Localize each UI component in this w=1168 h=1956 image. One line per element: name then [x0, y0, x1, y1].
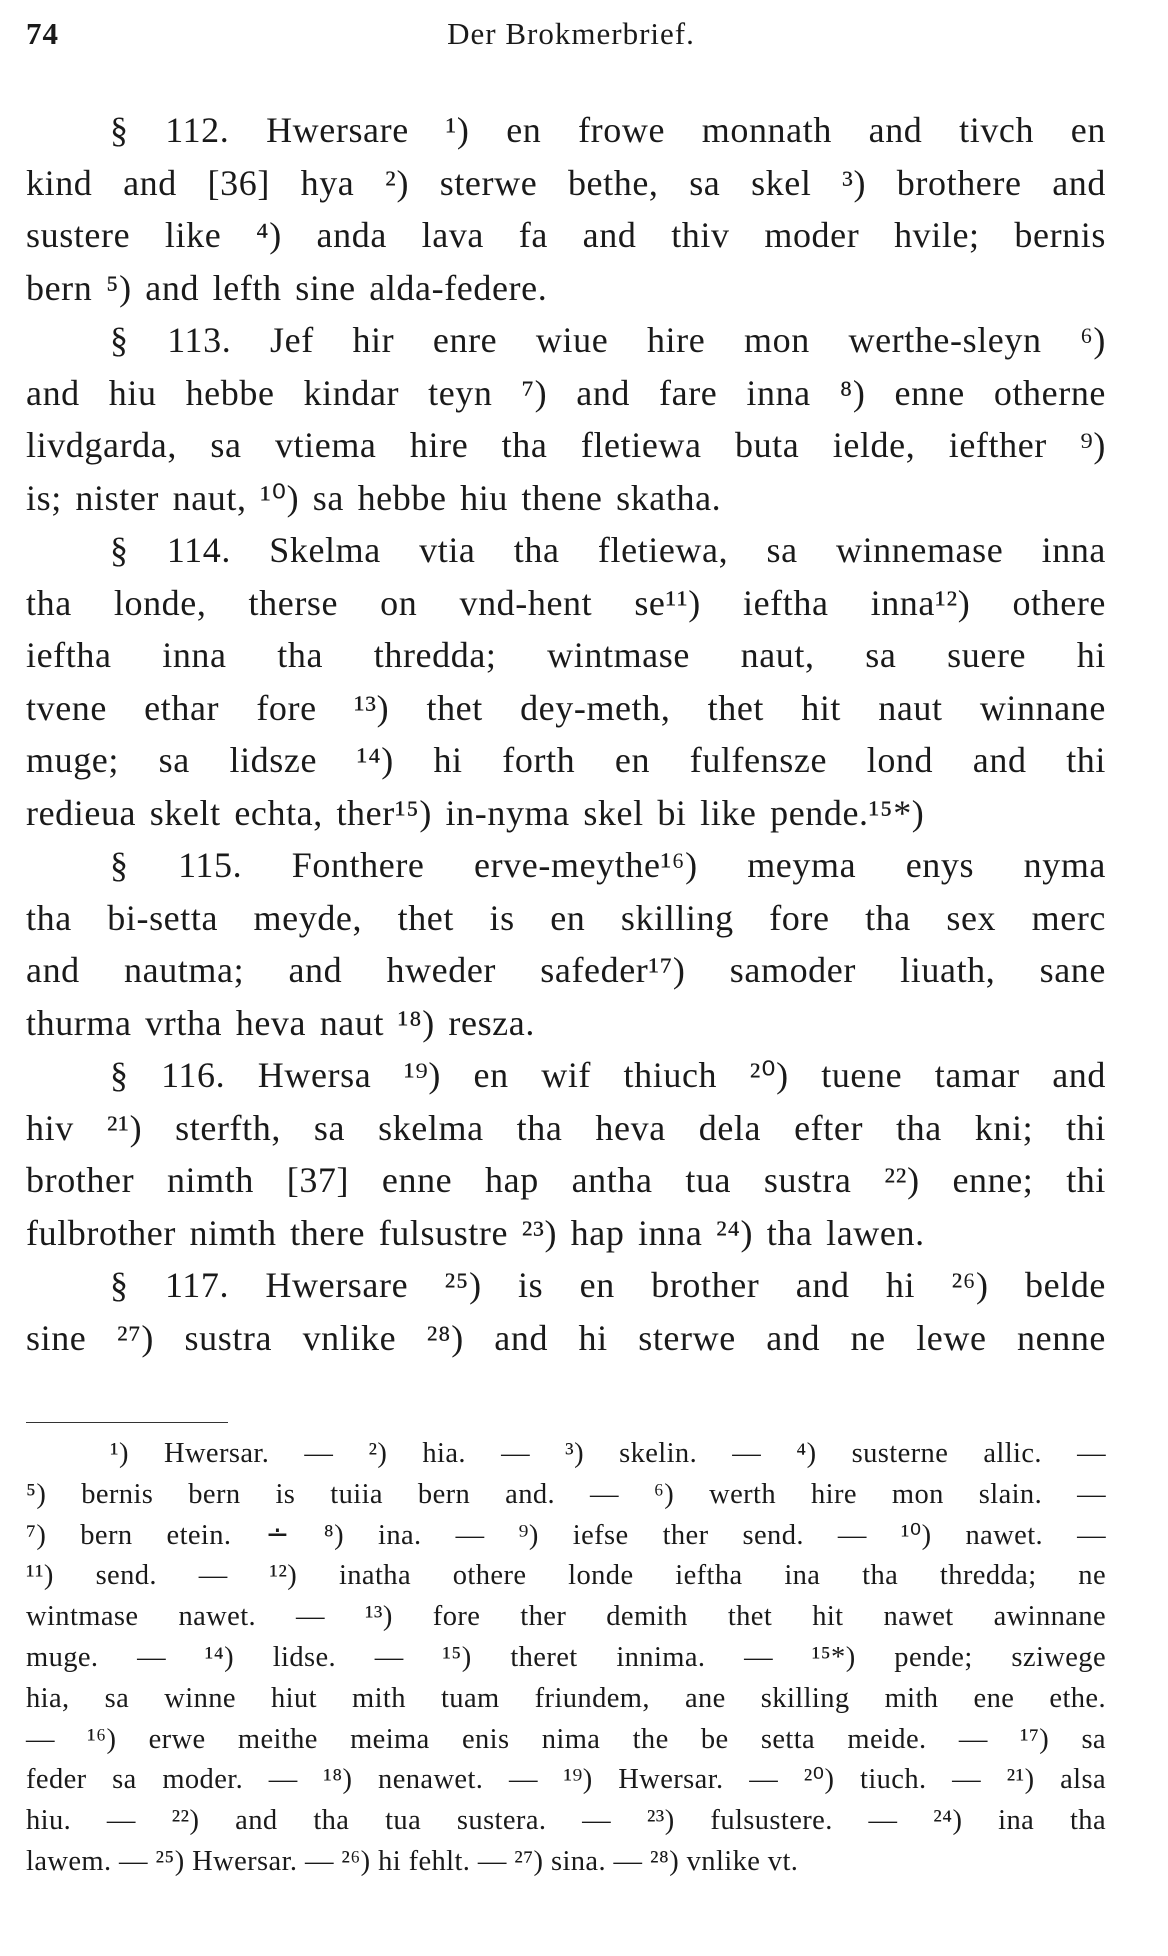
text-line: and nautma; and hweder safeder¹⁷) samoder liuath, sane	[26, 950, 1106, 990]
text-line: tha londe, therse on vnd-hent se¹¹) ieftha inna¹²) othere	[26, 582, 1106, 623]
footnote-line: hia, sa winne hiut mith tuam friundem, ane skilling mith ene ethe.	[26, 1682, 1106, 1714]
text-line: § 117. Hwersare ²⁵) is en brother and hi ²⁶) belde	[110, 1265, 1106, 1305]
text-line: hiv ²¹) sterfth, sa skelma tha heva dela efter tha kni; thi	[26, 1107, 1106, 1148]
book-page	[26, 0, 1106, 1956]
text-line: tvene ethar fore ¹³) thet dey-meth, thet hit naut winnane	[26, 687, 1106, 728]
main-text	[26, 104, 1106, 1364]
footnote-line: — ¹⁶) erwe meithe meima enis nima the be setta meide. — ¹⁷) sa	[26, 1723, 1106, 1755]
footnote-line: ¹) Hwersar. — ²) hia. — ³) skelin. — ⁴) susterne allic. —	[110, 1438, 1106, 1469]
text-line: brother nimth [37] enne hap antha tua sustra ²²) enne; thi	[26, 1160, 1106, 1200]
footnotes	[26, 1434, 1106, 1883]
text-line: is; nister naut, ¹⁰) sa hebbe hiu thene skatha.	[26, 477, 722, 518]
footnote-line: ¹¹) send. — ¹²) inatha othere londe ieftha ina tha thredda; ne	[26, 1560, 1106, 1592]
section-114	[26, 524, 1106, 839]
footnote-line: hiu. — ²²) and tha tua sustera. — ²³) fulsustere. — ²⁴) ina tha	[26, 1805, 1106, 1837]
text-line: and hiu hebbe kindar teyn ⁷) and fare inna ⁸) enne otherne	[26, 372, 1106, 413]
text-line: sine ²⁷) sustra vnlike ²⁸) and hi sterwe and ne lewe nenne	[26, 1317, 1106, 1358]
text-line: § 116. Hwersa ¹⁹) en wif thiuch ²⁰) tuene tamar and	[110, 1055, 1106, 1095]
text-line: kind and [36] hya ²) sterwe bethe, sa skel ³) brothere and	[26, 162, 1106, 203]
text-line: bern ⁵) and lefth sine alda-federe.	[26, 267, 548, 308]
section-117	[26, 1259, 1106, 1364]
text-line: sustere like ⁴) anda lava fa and thiv moder hvile; bernis	[26, 215, 1106, 255]
running-head	[26, 16, 1106, 60]
text-line: ieftha inna tha thredda; wintmase naut, sa suere hi	[26, 635, 1106, 675]
footnote-line: muge. — ¹⁴) lidse. — ¹⁵) theret innima. — ¹⁵*) pende; sziwege	[26, 1641, 1106, 1673]
text-line: redieua skelt echta, ther¹⁵) in-nyma skel bi like pende.¹⁵*)	[26, 792, 925, 833]
text-line: muge; sa lidsze ¹⁴) hi forth en fulfensze lond and thi	[26, 740, 1106, 780]
footnote-line: wintmase nawet. — ¹³) fore ther demith thet hit nawet awinnane	[26, 1601, 1106, 1633]
text-line: § 114. Skelma vtia tha fletiewa, sa winnemase inna	[110, 530, 1106, 570]
text-line: tha bi-setta meyde, thet is en skilling fore tha sex merc	[26, 897, 1106, 938]
text-line: § 115. Fonthere erve-meythe¹⁶) meyma enys nyma	[110, 845, 1106, 885]
section-112	[26, 104, 1106, 314]
text-line: thurma vrtha heva naut ¹⁸) resza.	[26, 1002, 535, 1043]
text-line: livdgarda, sa vtiema hire tha fletiewa buta ielde, iefther ⁹)	[26, 425, 1106, 465]
text-line: § 112. Hwersare ¹) en frowe monnath and tivch en	[110, 110, 1106, 150]
page-number: 74	[26, 16, 59, 51]
footnote-rule	[26, 1422, 228, 1423]
footnote-line: ⁵) bernis bern is tuiia bern and. — ⁶) werth hire mon slain. —	[26, 1478, 1106, 1510]
section-113	[26, 314, 1106, 524]
text-line: § 113. Jef hir enre wiue hire mon werthe-sleyn ⁶)	[110, 320, 1106, 360]
section-115	[26, 839, 1106, 1049]
footnote-line: lawem. — ²⁵) Hwersar. — ²⁶) hi fehlt. — ²⁷) sina. — ²⁸) vnlike vt.	[26, 1845, 799, 1877]
section-116	[26, 1049, 1106, 1259]
footnote-line: feder sa moder. — ¹⁸) nenawet. — ¹⁹) Hwersar. — ²⁰) tiuch. — ²¹) alsa	[26, 1764, 1106, 1796]
footnote-line: ⁷) bern etein. ∸ ⁸) ina. — ⁹) iefse ther send. — ¹⁰) nawet. —	[26, 1519, 1106, 1551]
text-line: fulbrother nimth there fulsustre ²³) hap inna ²⁴) tha lawen.	[26, 1212, 925, 1253]
running-title: Der Brokmerbrief.	[447, 16, 695, 51]
